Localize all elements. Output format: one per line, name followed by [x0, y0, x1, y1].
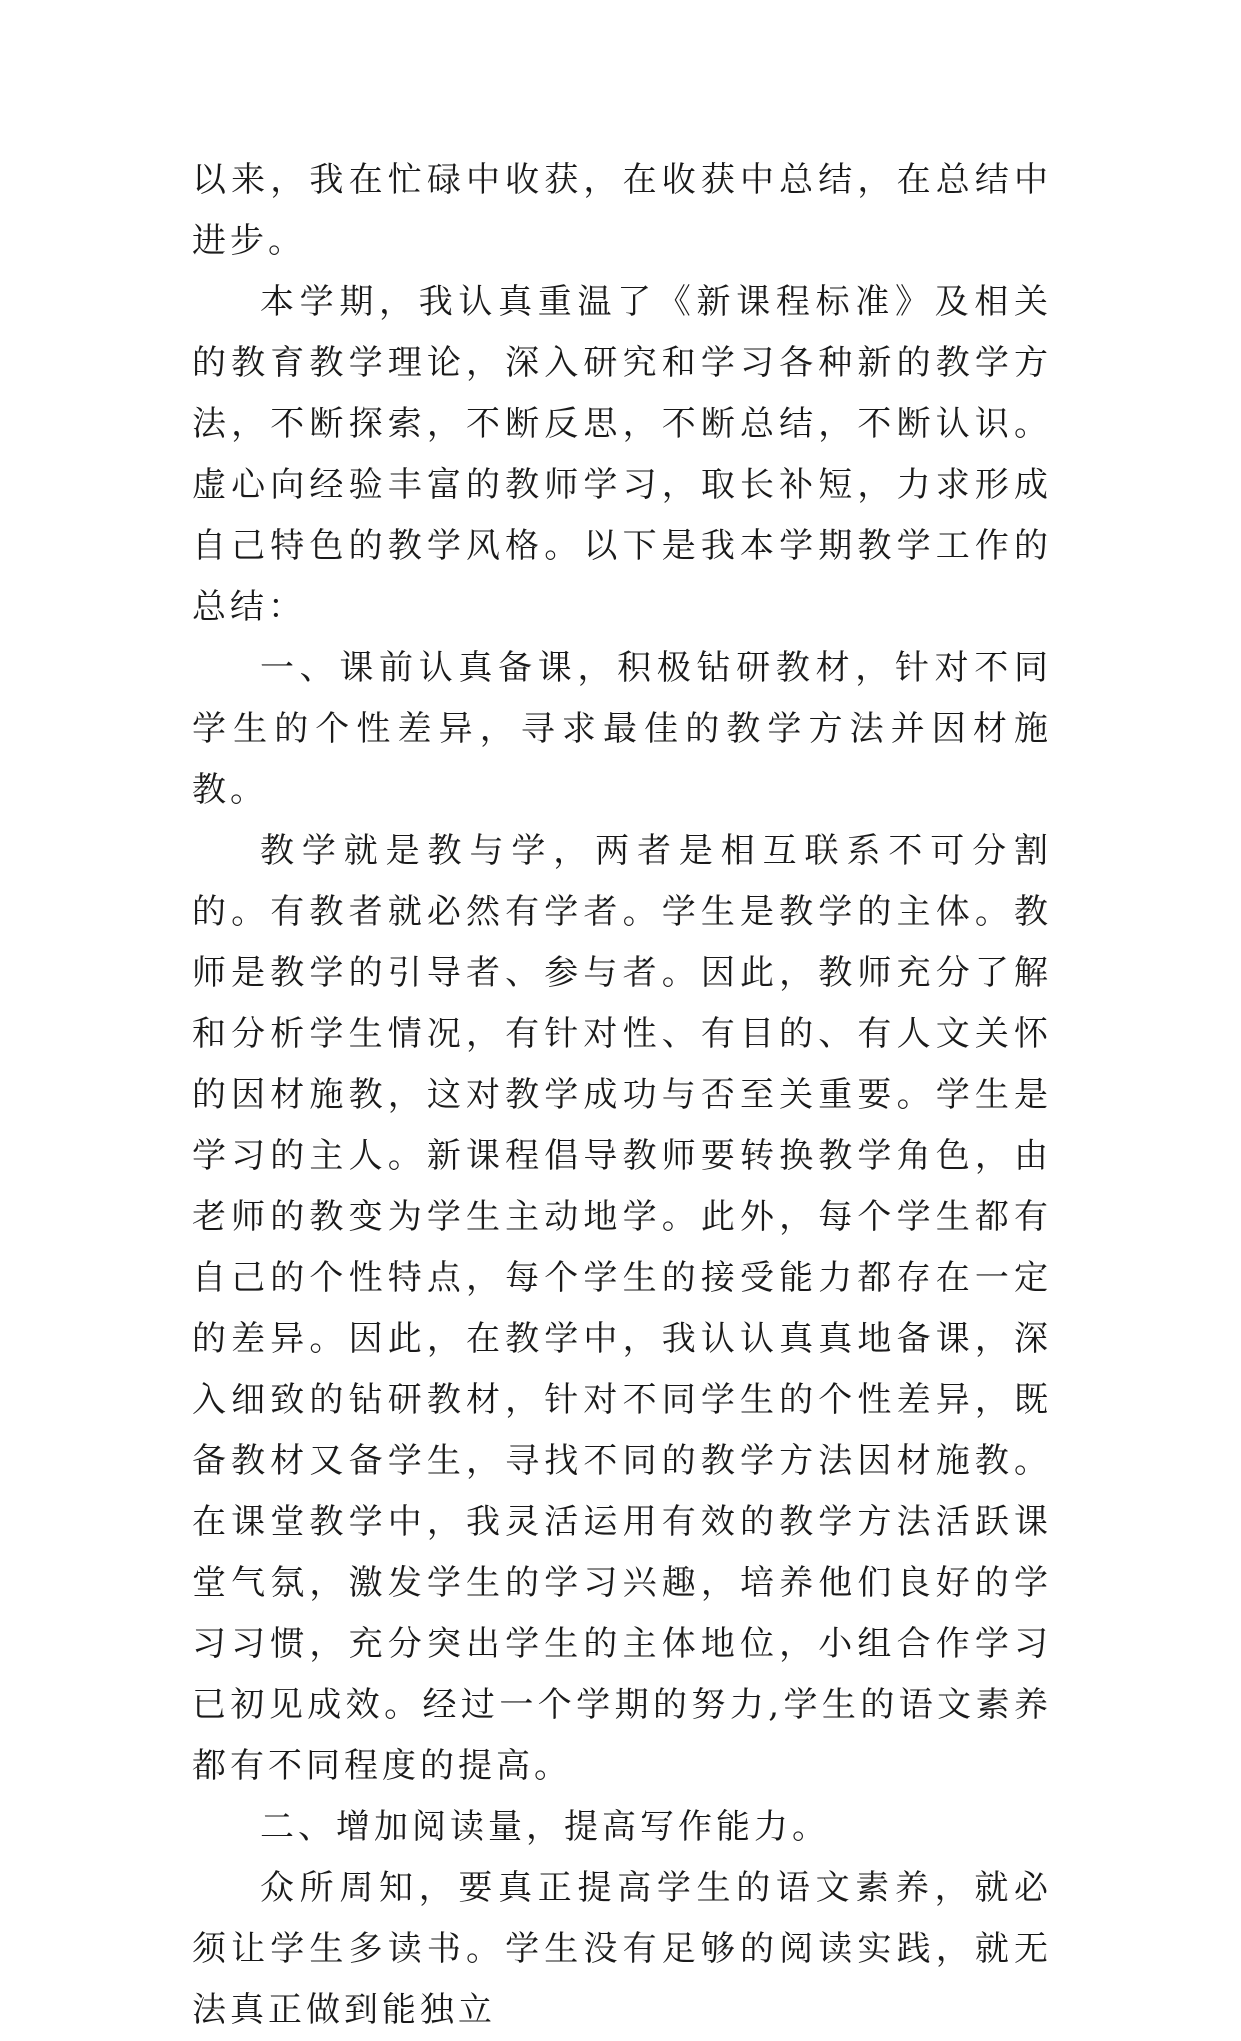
paragraph-4: 众所周知，要真正提高学生的语文素养，就必须让学生多读书。学生没有足够的阅读实践，就无法真正做到能独立 — [192, 1868, 1052, 2030]
document-body — [192, 150, 1052, 2041]
section-heading-1: 一、课前认真备课，积极钻研教材，针对不同学生的个性差异，寻求最佳的教学方法并因材施教。 — [192, 648, 1052, 810]
paragraph-1: 以来，我在忙碌中收获，在收获中总结，在总结中进步。 — [192, 160, 1052, 261]
paragraph-3: 教学就是教与学，两者是相互联系不可分割的。有教者就必然有学者。学生是教学的主体。教师是教学的引导者、参与者。因此，教师充分了解和分析学生情况，有针对性、有目的、有人文关怀的因材施教，这对教学成功与否至关重要。学生是学习的主人。新课程倡导教师要转换教学角色，由老师的教变为学生主动地学。此外，每个学生都有自己的个性特点，每个学生的接受能力都存在一定的差异。因此，在教学中，我认认真真地备课，深入细致的钻研教材，针对不同学生的个性差异，既备教材又备学生，寻找不同的教学方法因材施教。在课堂教学中，我灵活运用有效的教学方法活跃课堂气氛，激发学生的学习兴趣，培养他们良好的学习习惯，充分突出学生的主体地位，小组合作学习已初见成效。经过一个学期的努力,学生的语文素养都有不同程度的提高。 — [192, 831, 1052, 1786]
paragraph-2: 本学期，我认真重温了《新课程标准》及相关的教育教学理论，深入研究和学习各种新的教学方法，不断探索，不断反思，不断总结，不断认识。虚心向经验丰富的教师学习，取长补短，力求形成自己特色的教学风格。以下是我本学期教学工作的总结： — [192, 282, 1052, 627]
section-heading-2: 二、增加阅读量，提高写作能力。 — [260, 1807, 830, 1847]
